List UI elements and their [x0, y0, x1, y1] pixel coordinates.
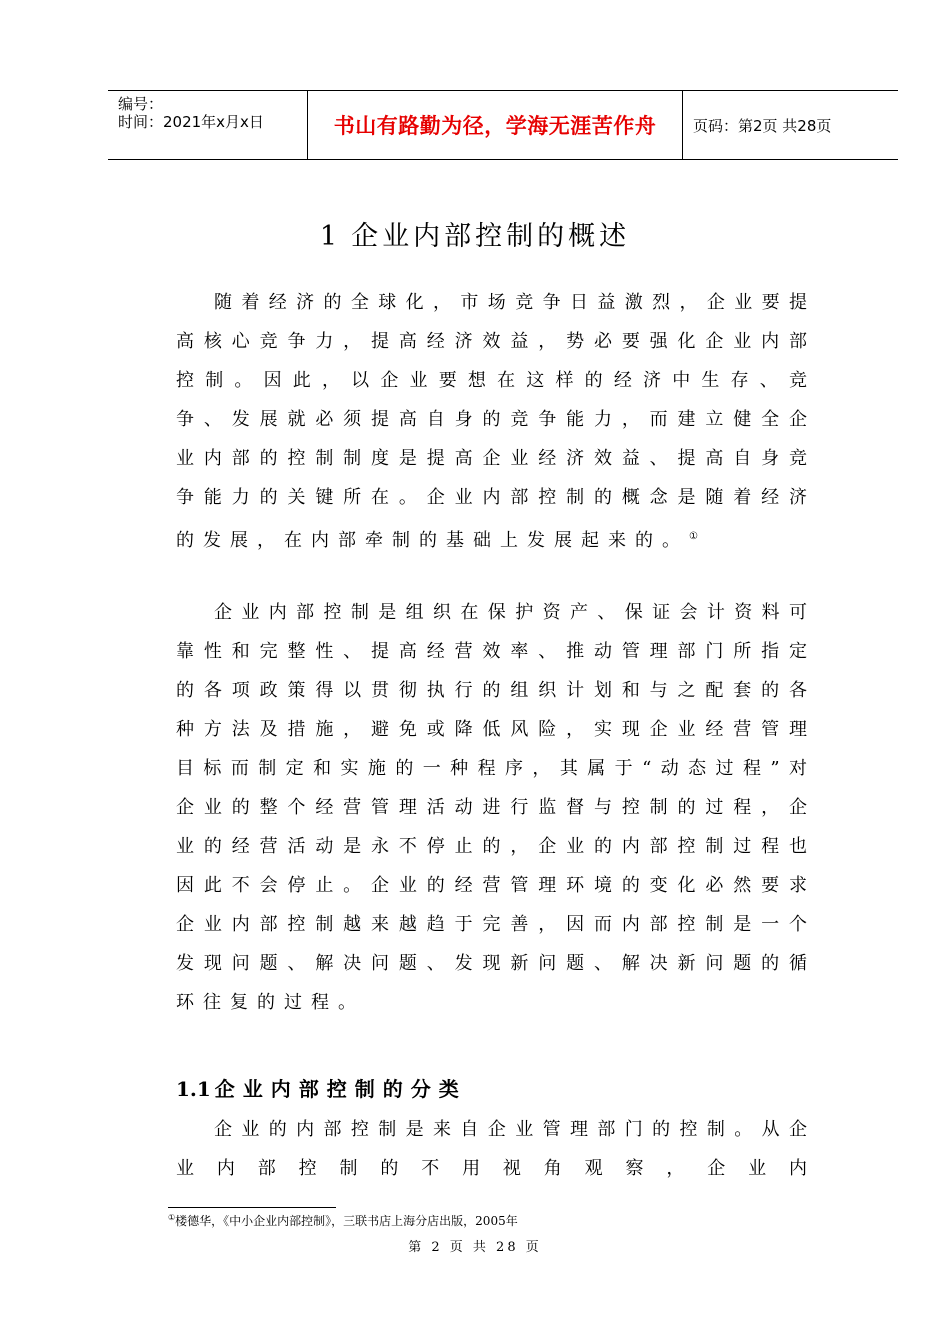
chapter-title [0, 214, 950, 253]
header-meta [108, 91, 308, 159]
footnote-text: 楼德华，《中小企业内部控制》，三联书店上海分店出版，2005年 [175, 1214, 518, 1228]
paragraph-1 [176, 283, 816, 560]
footnote-divider [168, 1207, 336, 1208]
section-title: 企业内部控制的分类 [214, 1077, 467, 1101]
header-motto: 书山有路勤为径，学海无涯苦作舟 [308, 91, 683, 159]
page-footer: 第 2 页 共 28 页 [408, 1240, 542, 1255]
number-label: 编号： [118, 95, 164, 113]
chapter-number: 1 [319, 221, 342, 252]
footnote [168, 1212, 518, 1229]
header-page-info: 页码：第2页 共28页 [693, 116, 832, 135]
document-header [108, 90, 898, 160]
paragraph-1-text: 随着经济的全球化，市场竞争日益激烈，企业要提高核心竞争力，提高经济效益，势必要强化企业内部控制。因此，以企业要想在这样的经济中生存、竞争、发展就必须提高自身的竞争能力，而建立健全企业内部的控制制度是提高企业经济效益、提高自身竞争能力的关键所在。企业内部控制的概念是随着经济的发展，在内部牵制的基础上发展起来的。 [176, 292, 816, 551]
paragraph-3: 企业的内部控制是来自企业管理部门的控制。从企业内部控制的不用视角观察，企业内 [176, 1119, 816, 1179]
time-label: 时间：2021年x月x日 [118, 113, 264, 131]
footnote-mark: ① [168, 1213, 176, 1222]
footnote-ref[interactable]: ① [689, 531, 698, 542]
paragraph-2: 企业内部控制是组织在保护资产、保证会计资料可靠性和完整性、提高经营效率、推动管理部门所指定的各项政策得以贯彻执行的组织计划和与之配套的各种方法及措施，避免或降低风险，实现企业经营管理目标而制定和实施的一种程序，其属于“动态过程”对企业的整个经营管理活动进行监督与控制的过程，企业的经营活动是永不停止的，企业的内部控制过程也因此不会停止。企业的经营管理环境的变化必然要求企业内部控制越来越趋于完善，因而内部控制是一个发现问题、解决问题、发现新问题、解决新问题的循环往复的过程。 [176, 602, 816, 1013]
chapter-title-text: 企业内部控制的概述 [351, 221, 631, 252]
section-number: 1.1 [176, 1077, 211, 1101]
section-heading [176, 1073, 467, 1102]
